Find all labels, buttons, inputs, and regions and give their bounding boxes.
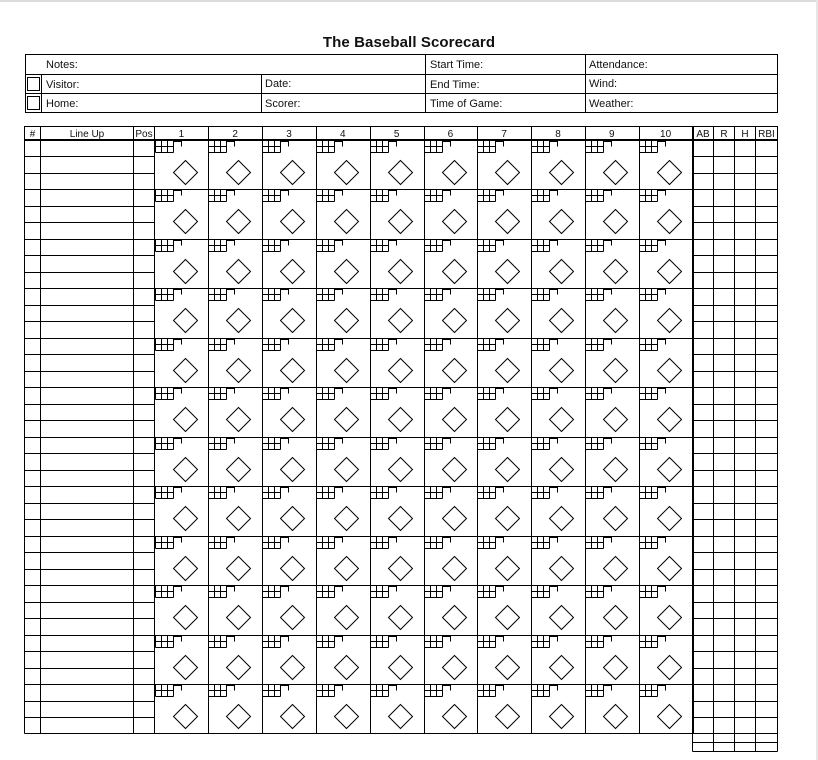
basepath-diamond — [658, 705, 682, 729]
score-cell[interactable] — [478, 487, 520, 531]
score-cell[interactable] — [586, 586, 628, 630]
score-cell[interactable] — [156, 289, 198, 333]
score-cell[interactable] — [640, 487, 682, 531]
basepath-diamond — [443, 557, 467, 581]
score-cell[interactable] — [586, 141, 628, 185]
score-cell[interactable] — [586, 487, 628, 531]
score-cell[interactable] — [425, 190, 467, 234]
basepath-diamond — [389, 507, 413, 531]
score-cell[interactable] — [209, 685, 251, 729]
score-cell[interactable] — [425, 339, 467, 383]
score-cell[interactable] — [263, 537, 305, 581]
basepath-diamond — [389, 408, 413, 432]
basepath-diamond — [443, 359, 467, 383]
page-title: The Baseball Scorecard — [322, 34, 496, 51]
basepath-diamond — [604, 705, 628, 729]
basepath-diamond — [496, 656, 520, 680]
score-cell[interactable] — [640, 537, 682, 581]
score-cell[interactable] — [156, 487, 198, 531]
score-cell[interactable] — [263, 438, 305, 482]
basepath-diamond — [496, 458, 520, 482]
basepath-diamond — [550, 557, 574, 581]
score-cell[interactable] — [425, 289, 467, 333]
score-cell[interactable] — [317, 289, 359, 333]
score-cell[interactable] — [317, 438, 359, 482]
score-cell[interactable] — [478, 586, 520, 630]
basepath-diamond — [604, 309, 628, 333]
basepath-diamond — [550, 309, 574, 333]
score-cell[interactable] — [586, 289, 628, 333]
basepath-diamond — [174, 557, 198, 581]
basepath-diamond — [443, 507, 467, 531]
score-cell[interactable] — [532, 438, 574, 482]
basepath-diamond — [604, 507, 628, 531]
score-cell[interactable] — [532, 537, 574, 581]
basepath-diamond — [496, 359, 520, 383]
score-cell[interactable] — [640, 586, 682, 630]
score-cell[interactable] — [371, 240, 413, 284]
score-cell[interactable] — [156, 636, 198, 680]
header-stat-rbi: RBI — [758, 129, 775, 140]
column-headers — [30, 129, 775, 140]
basepath-diamond — [604, 656, 628, 680]
score-cell[interactable] — [371, 586, 413, 630]
start-time-label: Start Time: — [430, 59, 484, 71]
basepath-diamond — [443, 161, 467, 185]
basepath-diamond — [496, 161, 520, 185]
basepath-diamond — [550, 408, 574, 432]
basepath-diamond — [389, 458, 413, 482]
basepath-diamond — [174, 705, 198, 729]
basepath-diamond — [335, 161, 359, 185]
basepath-diamond — [174, 606, 198, 630]
basepath-diamond — [335, 557, 359, 581]
score-cell[interactable] — [209, 438, 251, 482]
weather-label: Weather: — [589, 98, 634, 110]
header-number: # — [29, 129, 36, 140]
basepath-diamond — [496, 210, 520, 234]
basepath-diamond — [174, 458, 198, 482]
basepath-diamond — [174, 260, 198, 284]
score-cell[interactable] — [478, 190, 520, 234]
score-cell[interactable] — [263, 487, 305, 531]
score-cell[interactable] — [317, 190, 359, 234]
basepath-diamond — [335, 606, 359, 630]
score-cell[interactable] — [586, 438, 628, 482]
basepath-diamond — [335, 458, 359, 482]
score-cell[interactable] — [317, 537, 359, 581]
score-cell[interactable] — [425, 636, 467, 680]
visitor-label: Visitor: — [46, 79, 80, 91]
score-cell[interactable] — [478, 141, 520, 185]
basepath-diamond — [281, 161, 305, 185]
score-cell[interactable] — [156, 438, 198, 482]
score-cell[interactable] — [532, 190, 574, 234]
header-inning-7: 7 — [501, 129, 507, 140]
basepath-diamond — [335, 656, 359, 680]
basepath-diamond — [604, 161, 628, 185]
score-cell[interactable] — [478, 240, 520, 284]
score-cell[interactable] — [371, 190, 413, 234]
score-cell[interactable] — [532, 636, 574, 680]
end-time-label: End Time: — [430, 79, 480, 91]
basepath-diamond — [281, 557, 305, 581]
score-cell[interactable] — [425, 537, 467, 581]
basepath-diamond — [281, 507, 305, 531]
score-cell[interactable] — [640, 141, 682, 185]
basepath-diamond — [658, 656, 682, 680]
score-cell[interactable] — [640, 388, 682, 432]
score-cell[interactable] — [425, 388, 467, 432]
basepath-diamond — [550, 656, 574, 680]
basepath-diamond — [443, 210, 467, 234]
header-stat-ab: AB — [696, 129, 710, 140]
basepath-diamond — [174, 408, 198, 432]
basepath-diamond — [281, 260, 305, 284]
basepath-diamond — [658, 210, 682, 234]
basepath-diamond — [496, 606, 520, 630]
basepath-diamond — [335, 260, 359, 284]
basepath-diamond — [227, 408, 251, 432]
basepath-diamond — [227, 705, 251, 729]
score-cell[interactable] — [209, 636, 251, 680]
score-cell[interactable] — [263, 190, 305, 234]
basepath-diamond — [227, 260, 251, 284]
basepath-diamond — [389, 606, 413, 630]
basepath-diamond — [281, 359, 305, 383]
basepath-diamond — [550, 210, 574, 234]
basepath-diamond — [658, 309, 682, 333]
basepath-diamond — [443, 260, 467, 284]
header-stat-h: H — [741, 129, 749, 140]
score-cell[interactable] — [371, 636, 413, 680]
score-cell[interactable] — [317, 487, 359, 531]
score-cell[interactable] — [586, 190, 628, 234]
score-cell[interactable] — [156, 586, 198, 630]
score-cell[interactable] — [586, 388, 628, 432]
basepath-diamond — [443, 705, 467, 729]
basepath-diamond — [389, 557, 413, 581]
basepath-diamond — [658, 458, 682, 482]
score-cell[interactable] — [478, 438, 520, 482]
basepath-diamond — [658, 408, 682, 432]
basepath-diamond — [604, 606, 628, 630]
basepath-diamond — [227, 161, 251, 185]
score-cell[interactable] — [371, 537, 413, 581]
basepath-diamond — [281, 309, 305, 333]
header-inning-4: 4 — [340, 129, 346, 140]
score-cell[interactable] — [586, 537, 628, 581]
basepath-diamond — [604, 557, 628, 581]
basepath-diamond — [174, 656, 198, 680]
header-inning-2: 2 — [232, 129, 238, 140]
score-cell[interactable] — [425, 438, 467, 482]
header-lineup: Line Up — [69, 129, 105, 140]
header-inning-6: 6 — [447, 129, 454, 140]
score-cell[interactable] — [478, 388, 520, 432]
basepath-diamond — [550, 507, 574, 531]
header-pos: Pos — [135, 129, 153, 140]
score-cell[interactable] — [209, 586, 251, 630]
basepath-diamond — [604, 458, 628, 482]
score-cell[interactable] — [640, 685, 682, 729]
score-cell[interactable] — [263, 636, 305, 680]
date-label: Date: — [265, 78, 292, 90]
basepath-diamond — [227, 359, 251, 383]
basepath-diamond — [389, 260, 413, 284]
notes-label: Notes: — [46, 59, 78, 71]
score-cell[interactable] — [532, 339, 574, 383]
basepath-diamond — [658, 359, 682, 383]
basepath-diamond — [227, 309, 251, 333]
score-cell[interactable] — [263, 141, 305, 185]
basepath-diamond — [550, 359, 574, 383]
attendance-label: Attendance: — [589, 59, 648, 71]
score-cell[interactable] — [317, 636, 359, 680]
score-cell[interactable] — [371, 438, 413, 482]
basepath-diamond — [496, 408, 520, 432]
score-cell[interactable] — [263, 240, 305, 284]
basepath-diamond — [496, 557, 520, 581]
score-cell[interactable] — [263, 289, 305, 333]
basepath-diamond — [389, 359, 413, 383]
score-cell[interactable] — [586, 339, 628, 383]
score-cell[interactable] — [640, 240, 682, 284]
score-cell[interactable] — [317, 586, 359, 630]
score-cell[interactable] — [425, 240, 467, 284]
score-cell[interactable] — [371, 388, 413, 432]
score-cell[interactable] — [586, 685, 628, 729]
score-cell[interactable] — [209, 289, 251, 333]
basepath-diamond — [550, 458, 574, 482]
basepath-diamond — [281, 458, 305, 482]
header-stat-r: R — [720, 129, 728, 140]
score-cell[interactable] — [586, 240, 628, 284]
score-cell[interactable] — [156, 240, 198, 284]
score-cell[interactable] — [209, 141, 251, 185]
basepath-diamond — [443, 309, 467, 333]
score-cell[interactable] — [371, 289, 413, 333]
basepath-diamond — [281, 408, 305, 432]
header-inning-8: 8 — [555, 129, 561, 140]
score-cell[interactable] — [317, 685, 359, 729]
score-cell[interactable] — [640, 636, 682, 680]
basepath-diamond — [389, 309, 413, 333]
basepath-diamond — [658, 557, 682, 581]
score-cell[interactable] — [532, 240, 574, 284]
basepath-diamond — [227, 557, 251, 581]
score-cell[interactable] — [532, 388, 574, 432]
score-cell[interactable] — [532, 289, 574, 333]
score-cell[interactable] — [478, 289, 520, 333]
score-cell[interactable] — [209, 190, 251, 234]
basepath-diamond — [227, 656, 251, 680]
basepath-diamond — [227, 606, 251, 630]
basepath-diamond — [604, 260, 628, 284]
basepath-diamond — [550, 606, 574, 630]
basepath-diamond — [550, 161, 574, 185]
header-inning-5: 5 — [393, 129, 400, 140]
basepath-diamond — [174, 210, 198, 234]
basepath-diamond — [496, 705, 520, 729]
score-cell[interactable] — [478, 636, 520, 680]
score-cell[interactable] — [478, 339, 520, 383]
score-cell[interactable] — [532, 487, 574, 531]
basepath-diamond — [550, 705, 574, 729]
basepath-diamond — [658, 606, 682, 630]
basepath-diamond — [443, 458, 467, 482]
score-cell[interactable] — [640, 190, 682, 234]
score-cell[interactable] — [263, 339, 305, 383]
score-cell[interactable] — [209, 388, 251, 432]
basepath-diamond — [227, 507, 251, 531]
score-cell[interactable] — [640, 339, 682, 383]
header-inning-1: 1 — [178, 129, 185, 140]
basepath-diamond — [496, 260, 520, 284]
basepath-diamond — [281, 705, 305, 729]
score-cell[interactable] — [640, 438, 682, 482]
score-cell[interactable] — [317, 240, 359, 284]
header-inning-3: 3 — [286, 129, 292, 140]
score-cell[interactable] — [209, 537, 251, 581]
score-cell[interactable] — [425, 586, 467, 630]
header-inning-9: 9 — [609, 129, 615, 140]
score-cell[interactable] — [156, 190, 198, 234]
home-label: Home: — [46, 98, 79, 110]
basepath-diamond — [174, 507, 198, 531]
score-cell[interactable] — [317, 141, 359, 185]
score-cell[interactable] — [263, 685, 305, 729]
basepath-diamond — [281, 656, 305, 680]
score-cell[interactable] — [532, 685, 574, 729]
basepath-diamond — [658, 260, 682, 284]
score-cell[interactable] — [586, 636, 628, 680]
basepath-diamond — [389, 161, 413, 185]
basepath-diamond — [443, 656, 467, 680]
score-cell[interactable] — [156, 685, 198, 729]
basepath-diamond — [443, 408, 467, 432]
score-cell[interactable] — [156, 537, 198, 581]
score-cell[interactable] — [156, 141, 198, 185]
basepath-diamond — [550, 260, 574, 284]
basepath-diamond — [389, 705, 413, 729]
score-cell[interactable] — [263, 586, 305, 630]
time-of-game-label: Time of Game: — [430, 98, 503, 110]
basepath-diamond — [335, 210, 359, 234]
basepath-diamond — [335, 359, 359, 383]
basepath-diamond — [174, 161, 198, 185]
score-cell[interactable] — [371, 685, 413, 729]
score-cell[interactable] — [532, 586, 574, 630]
score-cell[interactable] — [263, 388, 305, 432]
basepath-diamond — [227, 210, 251, 234]
basepath-diamond — [389, 656, 413, 680]
basepath-diamond — [335, 705, 359, 729]
basepath-diamond — [658, 507, 682, 531]
basepath-diamond — [604, 359, 628, 383]
score-cell[interactable] — [478, 685, 520, 729]
score-cell[interactable] — [640, 289, 682, 333]
basepath-diamond — [335, 309, 359, 333]
basepath-diamond — [335, 507, 359, 531]
score-cell[interactable] — [209, 487, 251, 531]
score-cell[interactable] — [425, 487, 467, 531]
score-cell[interactable] — [209, 240, 251, 284]
score-cell[interactable] — [478, 537, 520, 581]
basepath-diamond — [658, 161, 682, 185]
score-cell[interactable] — [156, 388, 198, 432]
basepath-diamond — [227, 458, 251, 482]
score-cell[interactable] — [532, 141, 574, 185]
score-cell[interactable] — [317, 339, 359, 383]
basepath-diamond — [281, 606, 305, 630]
basepath-diamond — [174, 309, 198, 333]
basepath-diamond — [281, 210, 305, 234]
basepath-diamond — [389, 210, 413, 234]
wind-label: Wind: — [589, 78, 618, 90]
score-cell[interactable] — [425, 685, 467, 729]
scorer-label: Scorer: — [265, 98, 301, 110]
header-inning-10: 10 — [660, 129, 672, 140]
basepath-diamond — [496, 309, 520, 333]
basepath-diamond — [335, 408, 359, 432]
score-cell[interactable] — [156, 339, 198, 383]
basepath-diamond — [443, 606, 467, 630]
basepath-diamond — [174, 359, 198, 383]
basepath-diamond — [496, 507, 520, 531]
score-cell[interactable] — [371, 141, 413, 185]
score-cells — [156, 141, 682, 729]
basepath-diamond — [604, 210, 628, 234]
score-cell[interactable] — [371, 339, 413, 383]
score-cell[interactable] — [209, 339, 251, 383]
score-cell[interactable] — [371, 487, 413, 531]
basepath-diamond — [604, 408, 628, 432]
score-cell[interactable] — [317, 388, 359, 432]
score-cell[interactable] — [425, 141, 467, 185]
